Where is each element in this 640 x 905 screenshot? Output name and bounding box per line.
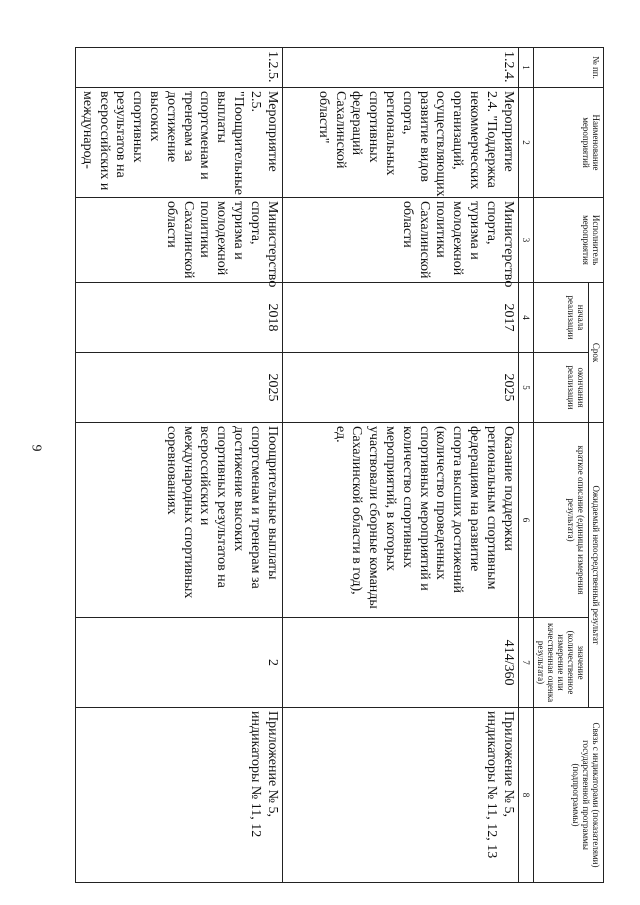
row-value: 414/360 bbox=[282, 618, 518, 708]
row-executor: Министерство спорта, туризма и молодежной политики Сахалинской области bbox=[282, 198, 518, 283]
row-value: 2 bbox=[75, 618, 282, 708]
row-end: 2025 bbox=[75, 353, 282, 423]
row-num: 1.2.4. bbox=[282, 48, 518, 88]
column-numbers-row bbox=[518, 48, 533, 883]
row-name: Мероприятие 2.5. "Поощрительные выплаты спортсменам и тренерам за достижение высоких спортивных результатов на всероссийских и международ- bbox=[75, 88, 282, 198]
row-start: 2018 bbox=[75, 283, 282, 353]
row-desc: Оказание поддержки региональным спортивным федерациям на развитие спорта высших достижений (количество проведенных спортивных мероприятий и количество спортивных мероприятий, в которых участвовали сборные команды Сахалинской области в год), ед. bbox=[282, 423, 518, 618]
header-row bbox=[588, 48, 603, 883]
header-result-desc: краткое описание (единицы измерения результата) bbox=[533, 423, 588, 618]
col-number: 3 bbox=[518, 198, 533, 283]
header-term-start: начала реализации bbox=[533, 283, 588, 353]
row-link: Приложение № 5, индикаторы № 11, 12, 13 bbox=[282, 708, 518, 883]
activities-table bbox=[75, 47, 604, 883]
header-result-value: значение (количественное измерение или качественная оценка результата) bbox=[533, 618, 588, 708]
header-executor: Исполнитель мероприятия bbox=[533, 198, 603, 283]
row-end: 2025 bbox=[282, 353, 518, 423]
row-num: 1.2.5. bbox=[75, 48, 282, 88]
col-number: 2 bbox=[518, 88, 533, 198]
col-number: 1 bbox=[518, 48, 533, 88]
header-name: Наименование мероприятий bbox=[533, 88, 603, 198]
row-desc: Поощрительные выплаты спортсменам и тренерам за достижение высоких спортивных результатов на всероссийских и международных спортивных соревнованиях bbox=[75, 423, 282, 618]
row-start: 2017 bbox=[282, 283, 518, 353]
col-number: 7 bbox=[518, 618, 533, 708]
header-num: № пп. bbox=[533, 48, 603, 88]
table-row bbox=[75, 48, 282, 883]
col-number: 4 bbox=[518, 283, 533, 353]
header-term: Срок bbox=[588, 283, 603, 423]
header-result: Ожидаемый непосредственный результат bbox=[588, 423, 603, 708]
rotated-page bbox=[79, 47, 604, 882]
page-number: 9 bbox=[28, 444, 44, 452]
col-number: 8 bbox=[518, 708, 533, 883]
row-name: Мероприятие 2.4. "Поддержка некоммерческих организаций, осуществляющих развитие видов спорта, региональных спортивных федераций Сахалинской области" bbox=[282, 88, 518, 198]
col-number: 6 bbox=[518, 423, 533, 618]
table-row bbox=[282, 48, 518, 883]
row-executor: Министерство спорта, туризма и молодежной политики Сахалинской области bbox=[75, 198, 282, 283]
header-link: Связь с индикаторами (показателями) государственной программы (подпрограммы) bbox=[533, 708, 603, 883]
header-term-end: окончания реализации bbox=[533, 353, 588, 423]
col-number: 5 bbox=[518, 353, 533, 423]
row-link: Приложение № 5, индикаторы № 11, 12 bbox=[75, 708, 282, 883]
